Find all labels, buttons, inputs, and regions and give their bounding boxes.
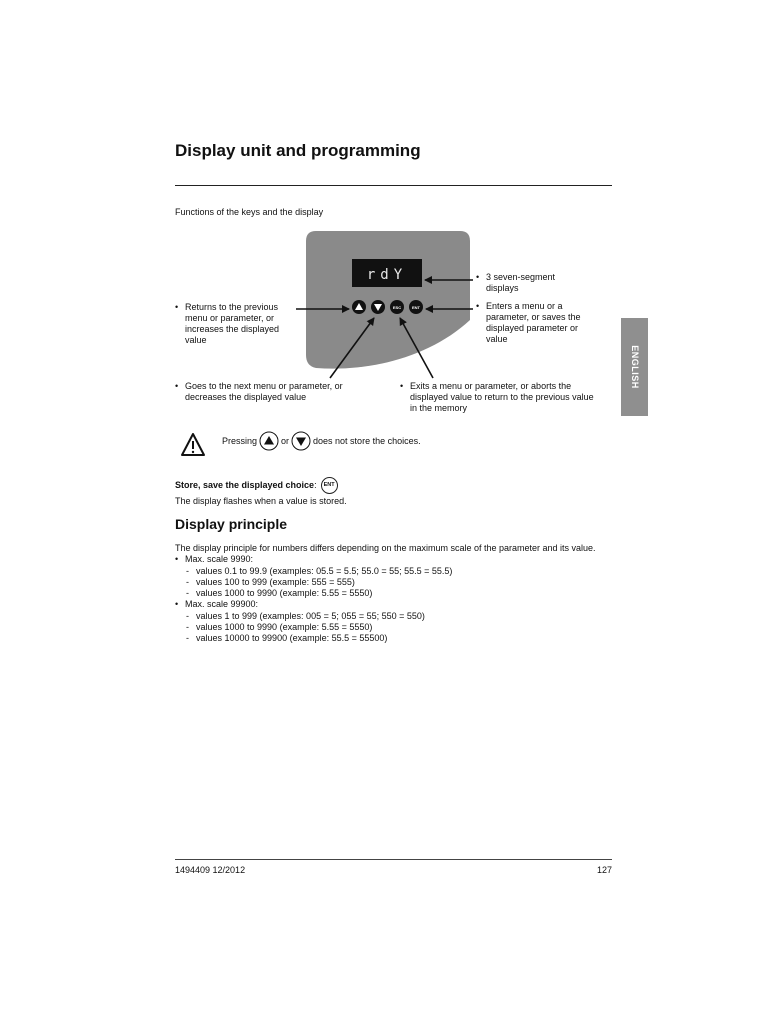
up-key-icon xyxy=(259,431,279,451)
language-tab xyxy=(621,318,648,416)
display-readout: rdY xyxy=(366,267,408,283)
callout-up-key: • Returns to the previous menu or parameter, or increases the displayed value xyxy=(175,302,280,345)
keypad-diagram xyxy=(0,0,768,480)
down-key-icon xyxy=(291,431,311,451)
callout-down-key: • Goes to the next menu or parameter, or decreases the displayed value xyxy=(175,381,343,402)
store-note: The display flashes when a value is stored. xyxy=(175,496,347,506)
down-key[interactable] xyxy=(371,300,385,314)
section-subtitle: Functions of the keys and the display xyxy=(175,207,324,217)
ent-key[interactable] xyxy=(409,300,423,314)
list-item: - values 1000 to 9990 (example: 5.55 = 5550) xyxy=(186,588,373,599)
callout-ent-key: • Enters a menu or a parameter, or saves the displayed parameter or value xyxy=(476,301,581,344)
up-key[interactable] xyxy=(352,300,366,314)
page-number: 127 xyxy=(596,865,612,875)
section-heading: Display principle xyxy=(175,516,288,532)
display-principle-list xyxy=(175,543,615,645)
ent-key-label: ENT xyxy=(412,305,420,310)
list-item: - values 10000 to 99900 (example: 55.5 = 55500) xyxy=(186,633,388,644)
footer-doc-ref: 1494409 12/2012 xyxy=(175,865,246,875)
list-item: - values 1 to 999 (examples: 005 = 5; 055 = 55; 550 = 550) xyxy=(186,610,425,621)
warning-icon xyxy=(180,432,206,458)
callout-segment-display: • 3 seven-segment displays xyxy=(476,272,556,293)
footer-divider xyxy=(175,859,612,860)
warning-text: Pressing or does not store the choices. xyxy=(222,431,421,451)
list-item: • Max. scale 9990: xyxy=(175,554,254,565)
list-item: - values 1000 to 9990 (example: 5.55 = 5550) xyxy=(186,622,373,633)
page-title: Display unit and programming xyxy=(175,141,421,160)
list-item: - values 0.1 to 99.9 (examples: 05.5 = 5.5; 55.0 = 55; 55.5 = 55.5) xyxy=(186,565,453,576)
esc-key[interactable] xyxy=(390,300,404,314)
list-item: • Max. scale 99900: xyxy=(175,599,259,610)
principle-intro: The display principle for numbers differs depending on the maximum scale of the parameter and its value. xyxy=(175,543,596,553)
list-item: - values 100 to 999 (example: 555 = 555) xyxy=(186,576,355,587)
ent-key-icon: ENT xyxy=(321,477,338,494)
keypad-panel xyxy=(306,231,470,369)
language-tab-label: ENGLISH xyxy=(629,345,640,389)
store-label: Store, save the displayed choice xyxy=(175,480,315,490)
esc-key-label: ESC xyxy=(392,305,402,310)
callout-esc-key: • Exits a menu or parameter, or aborts the displayed value to return to the previous value in the memory xyxy=(400,381,594,413)
store-line: Store, save the displayed choice : ENT xyxy=(175,477,338,494)
